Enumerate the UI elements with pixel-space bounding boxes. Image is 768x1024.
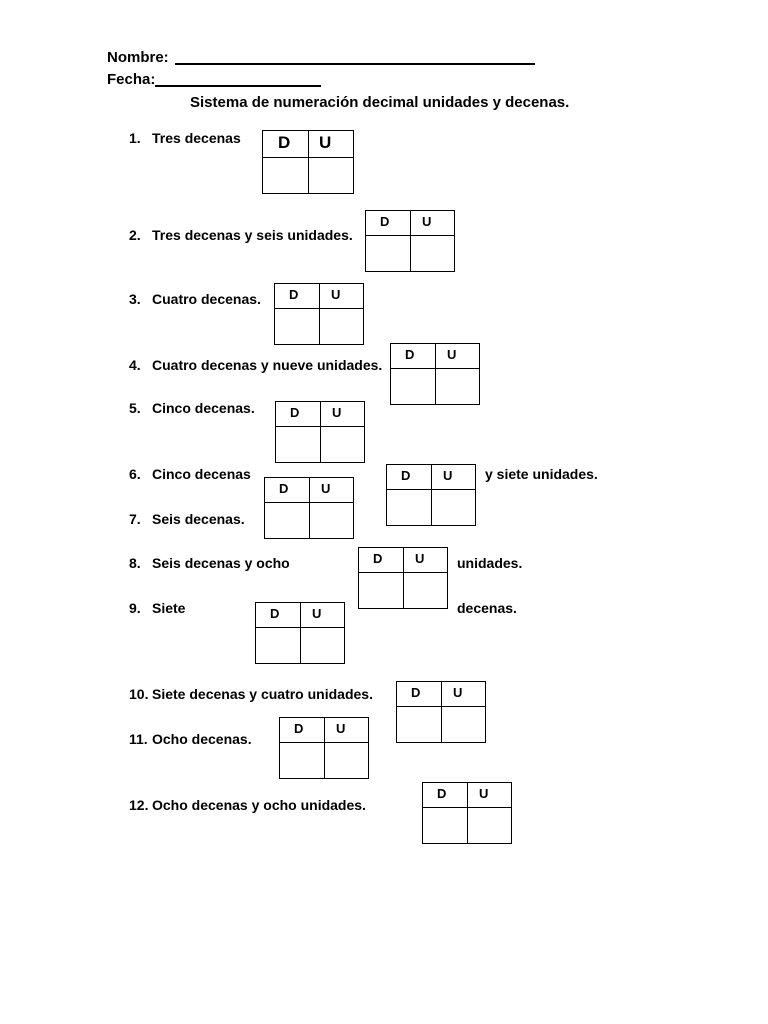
item-9-text-after: decenas. (457, 600, 517, 616)
name-label: Nombre: (107, 49, 169, 66)
du-table-8 (358, 547, 448, 609)
item-11-number: 11. (129, 731, 148, 747)
tens-label: D (373, 551, 383, 566)
tens-label: D (270, 606, 280, 621)
item-5-number: 5. (129, 400, 141, 416)
tens-label: D (405, 347, 415, 362)
item-9-text: Siete (152, 600, 186, 616)
du-table-3 (274, 283, 364, 345)
tens-label: D (411, 685, 421, 700)
du-table-9 (255, 602, 345, 664)
du-table-4 (390, 343, 480, 405)
tens-label: D (401, 468, 411, 483)
du-table-5 (275, 401, 365, 463)
units-label: U (447, 347, 457, 362)
item-6-text: Cinco decenas (152, 466, 251, 482)
tens-label: D (437, 786, 447, 801)
item-7-text: Seis decenas. (152, 511, 245, 527)
item-3-number: 3. (129, 291, 141, 307)
units-label: U (331, 287, 341, 302)
item-1-text: Tres decenas (152, 130, 241, 146)
item-2-number: 2. (129, 227, 141, 243)
item-12-number: 12. (129, 797, 149, 813)
units-label: U (422, 214, 432, 229)
tens-label: D (290, 405, 300, 420)
units-label: U (332, 405, 342, 420)
du-table-1 (262, 130, 354, 194)
units-label: U (321, 481, 331, 496)
item-4-text: Cuatro decenas y nueve unidades. (152, 357, 383, 373)
item-9-number: 9. (129, 600, 141, 616)
item-7-number: 7. (129, 511, 141, 527)
tens-label: D (289, 287, 299, 302)
item-2-text: Tres decenas y seis unidades. (152, 227, 353, 243)
item-3-text: Cuatro decenas. (152, 291, 261, 307)
item-10-number: 10. (129, 686, 149, 702)
page-title: Sistema de numeración decimal unidades y decenas. (190, 94, 570, 111)
units-label: U (312, 606, 322, 621)
item-10-text: Siete decenas y cuatro unidades. (152, 686, 373, 702)
du-table-7 (264, 477, 354, 539)
item-1-number: 1. (129, 130, 141, 146)
du-table-2 (365, 210, 455, 272)
units-label: U (336, 721, 346, 736)
item-12-text: Ocho decenas y ocho unidades. (152, 797, 366, 813)
du-table-11 (279, 717, 369, 779)
tens-label: D (380, 214, 390, 229)
item-8-number: 8. (129, 555, 141, 571)
du-table-6 (386, 464, 476, 526)
item-5-text: Cinco decenas. (152, 400, 255, 416)
name-field[interactable] (175, 63, 535, 65)
item-8-text-after: unidades. (457, 555, 523, 571)
units-label: U (415, 551, 425, 566)
units-label: U (443, 468, 453, 483)
du-table-12 (422, 782, 512, 844)
item-8-text: Seis decenas y ocho (152, 555, 290, 571)
item-11-text: Ocho decenas. (152, 731, 252, 747)
units-label: U (319, 133, 332, 152)
tens-label: D (278, 133, 291, 152)
du-table-10 (396, 681, 486, 743)
date-label: Fecha: (107, 71, 156, 88)
item-6-number: 6. (129, 466, 141, 482)
tens-label: D (294, 721, 304, 736)
item-4-number: 4. (129, 357, 141, 373)
tens-label: D (279, 481, 289, 496)
units-label: U (479, 786, 489, 801)
units-label: U (453, 685, 463, 700)
date-field[interactable] (155, 85, 321, 87)
item-6-text-after: y siete unidades. (485, 466, 598, 482)
